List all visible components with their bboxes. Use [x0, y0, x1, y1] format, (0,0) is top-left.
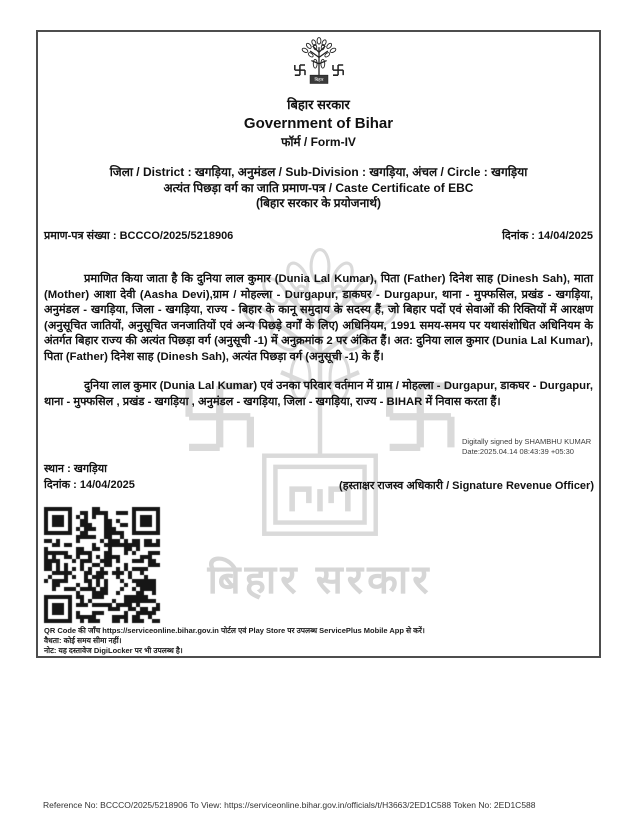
- signature-officer-line: (हस्ताक्षर राजस्व अधिकारी / Signature Revenue Officer): [339, 480, 594, 492]
- note-digilocker: नोट: यह दस्तावेज DigiLocker पर भी उपलब्ध है।: [44, 646, 183, 655]
- footer-notes: [44, 626, 593, 656]
- note-qr-check: QR Code की जाँच https://serviceonline.bihar.gov.in पोर्टल एवं Play Store पर उपलब्ध ServicePlus Mobile App से करें।: [44, 626, 425, 635]
- digital-signature-line1: Digitally signed by SHAMBHU KUMAR: [462, 437, 592, 446]
- place-date-block: [44, 461, 135, 493]
- district-subdivision-circle-line: जिला / District : खगड़िया, अनुमंडल / Sub-Division : खगड़िया, अंचल / Circle : खगड़िया: [109, 165, 528, 179]
- qr-code: [40, 503, 164, 627]
- footer-reference: Reference No: BCCCO/2025/5218906 To View: https://serviceonline.bihar.gov.in/officials/t/H3663/2ED1C588 Token No: 2ED1C588: [43, 800, 536, 810]
- certificate-paragraph-1: प्रमाणित किया जाता है कि दुनिया लाल कुमार (Dunia Lal Kumar), पिता (Father) दिनेश साह (Dinesh Sah), माता (Mother) आशा देवी (Aasha Devi),ग्राम / मोहल्ला - Durgapur, डाकघर - Durgapur, थाना - मुफ्फसिल, प्रखंड - खगड़िया, अनुमंडल - खगड़िया, जिला - खगड़िया, राज्य - बिहार के कानू समुदाय के सदस्य हैं, जो बिहार पदों एवं सेवाओं की रिक्तियों में आरक्षण (अनुसूचित जातियों, अनुसूचित जनजातियों एवं अन्य पिछड़े वर्गों के लिए) अधिनियम, 1991 समय-समय पर यथासंशोधित अधिनियम के अंतर्गत बिहार राज्य की अत्यंत पिछड़ा वर्ग (अनुसूची -1) में अनुक्रमांक 2 पर अंकित हैं। अत: दुनिया लाल कुमार (Dunia Lal Kumar), पिता (Father) दिनेश साह (Dinesh Sah), अत्यंत पिछड़ा वर्ग (अनुसूची -1) के हैं।: [44, 273, 593, 363]
- bihar-emblem-icon: [38, 37, 599, 93]
- note-validity: वैधता: कोई समय सीमा नहीं।: [44, 636, 122, 645]
- place-line: स्थान : खगड़िया: [44, 463, 107, 475]
- certificate-paragraph-2: दुनिया लाल कुमार (Dunia Lal Kumar) एवं उनका परिवार वर्तमान में ग्राम / मोहल्ला - Durgapur, डाकघर - Durgapur, थाना - मुफ्फसिल , प्रखंड - खगड़िया , अनुमंडल - खगड़िया, जिला - खगड़िया, राज्य - BIHAR में निवास करता हैं।: [44, 380, 593, 408]
- certificate-border: [36, 30, 601, 658]
- form-number: फॉर्म / Form-IV: [281, 135, 356, 149]
- issue-date-line: दिनांक : 14/04/2025: [44, 479, 135, 491]
- certificate-date: दिनांक : 14/04/2025: [502, 230, 593, 242]
- org-name-hindi: बिहार सरकार: [287, 97, 350, 112]
- watermark-text: बिहार सरकार: [207, 558, 433, 602]
- org-name-english: Government of Bihar: [243, 115, 394, 132]
- purpose-line: (बिहार सरकार के प्रयोजनार्थ): [255, 196, 382, 210]
- certificate-header: [38, 37, 599, 211]
- digital-signature-block: [462, 437, 591, 457]
- emblem-plinth-label: बिहार: [313, 76, 324, 82]
- digital-signature-line2: Date:2025.04.14 08:43:39 +05:30: [462, 447, 574, 456]
- certificate-title: अत्यंत पिछड़ा वर्ग का जाति प्रमाण-पत्र / Caste Certificate of EBC: [163, 181, 474, 195]
- certificate-number: प्रमाण-पत्र संख्या : BCCCO/2025/5218906: [44, 230, 234, 242]
- meta-row: [44, 228, 593, 243]
- qr-code-canvas: [40, 503, 164, 627]
